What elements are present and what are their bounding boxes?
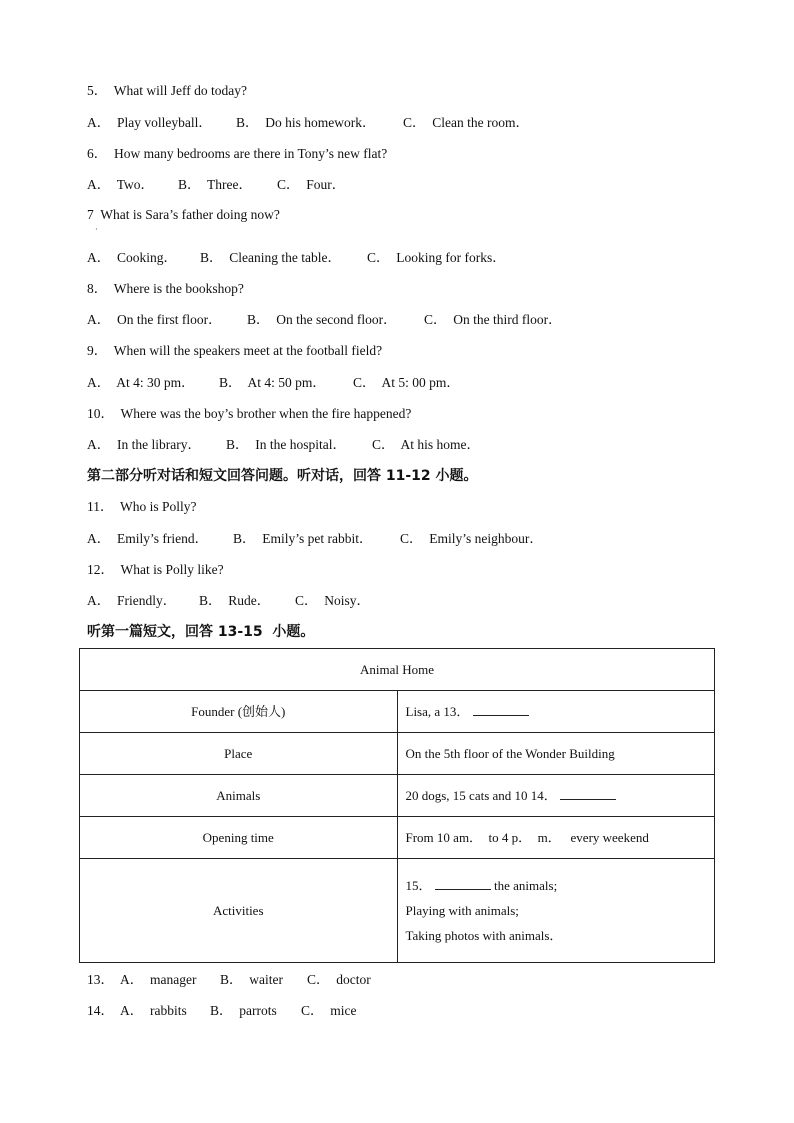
q13-option-a[interactable]: A． manager: [120, 972, 197, 987]
row-value-founder: [397, 691, 715, 733]
answer-blank-15[interactable]: [435, 876, 491, 890]
question-9-stem: 9． When will the speakers meet at the football field?: [87, 343, 383, 358]
activity-15-number: 15．: [405, 877, 432, 893]
q14-option-c[interactable]: C． mice: [301, 1003, 357, 1018]
row-value-place: On the 5th floor of the Wonder Building: [397, 733, 715, 775]
q14-option-b[interactable]: B． parrots: [210, 1003, 277, 1018]
q7-option-a[interactable]: A． Cooking．: [87, 250, 178, 265]
question-10-stem: 10． Where was the boy’s brother when the fire happened?: [87, 406, 412, 421]
row-label-animals: Animals: [80, 775, 398, 817]
q12-option-c[interactable]: C． Noisy．: [295, 593, 371, 608]
table-title: Animal Home: [80, 649, 715, 691]
row-label-activities: Activities: [80, 859, 398, 963]
q6-option-a[interactable]: A． Two．: [87, 177, 155, 192]
stray-dot: ·: [95, 225, 98, 234]
q5-option-a[interactable]: A． Play volleyball．: [87, 115, 212, 130]
table-row: [80, 691, 715, 733]
row-value-animals: [397, 775, 715, 817]
founder-text: Lisa, a 13．: [405, 704, 470, 719]
q6-option-c[interactable]: C． Four．: [277, 177, 346, 192]
animals-text: 20 dogs, 15 cats and 10 14．: [405, 788, 557, 803]
animal-home-table: [79, 648, 715, 963]
activity-15-text: the animals;: [490, 877, 558, 893]
activity-line-1: [406, 876, 707, 895]
q14-number: 14．: [87, 1003, 114, 1018]
q10-option-a[interactable]: A． In the library．: [87, 437, 201, 452]
q9-option-a[interactable]: A． At 4: 30 pm．: [87, 375, 195, 390]
question-12-stem: 12． What is Polly like?: [87, 562, 224, 577]
row-label-founder: Founder (创始人): [80, 691, 398, 733]
q13-option-c[interactable]: C． doctor: [307, 972, 371, 987]
row-label-place: Place: [80, 733, 398, 775]
question-5-stem: 5． What will Jeff do today?: [87, 83, 247, 98]
q5-option-c[interactable]: C． Clean the room．: [403, 115, 529, 130]
q9-option-b[interactable]: B． At 4: 50 pm．: [219, 375, 326, 390]
q11-option-a[interactable]: A． Emily’s friend．: [87, 531, 209, 546]
q11-option-c[interactable]: C． Emily’s neighbour．: [400, 531, 543, 546]
answer-blank-14[interactable]: [560, 786, 616, 800]
q12-option-b[interactable]: B． Rude．: [199, 593, 271, 608]
q12-option-a[interactable]: A． Friendly．: [87, 593, 177, 608]
q11-option-b[interactable]: B． Emily’s pet rabbit．: [233, 531, 373, 546]
q14-option-a[interactable]: A． rabbits: [120, 1003, 187, 1018]
q8-option-a[interactable]: A． On the first floor．: [87, 312, 222, 327]
q7-option-b[interactable]: B． Cleaning the table．: [200, 250, 341, 265]
activity-line-2: Playing with animals;: [405, 902, 519, 918]
q7-option-c[interactable]: C． Looking for forks．: [367, 250, 506, 265]
table-row: [80, 817, 715, 859]
q10-option-b[interactable]: B． In the hospital．: [226, 437, 346, 452]
passage-heading: 听第一篇短文，回答 13-15 小题。: [87, 624, 315, 640]
q10-option-c[interactable]: C． At his home．: [372, 437, 481, 452]
table-title-row: [80, 649, 715, 691]
answer-blank-13[interactable]: [473, 702, 529, 716]
q8-option-b[interactable]: B． On the second floor．: [247, 312, 397, 327]
q8-option-c[interactable]: C． On the third floor．: [424, 312, 562, 327]
question-7-stem: 7 What is Sara’s father doing now?: [87, 207, 280, 222]
question-6-stem: 6． How many bedrooms are there in Tony’s new flat?: [87, 146, 388, 161]
question-11-stem: 11． Who is Polly?: [87, 499, 197, 514]
row-value-activities: [397, 859, 715, 963]
row-label-opening-time: Opening time: [80, 817, 398, 859]
q13-number: 13．: [87, 972, 114, 987]
row-value-opening-time: From 10 am． to 4 p． m． every weekend: [397, 817, 715, 859]
q9-option-c[interactable]: C． At 5: 00 pm．: [353, 375, 460, 390]
q5-option-b[interactable]: B． Do his homework．: [236, 115, 376, 130]
table-row: [80, 733, 715, 775]
table-row: [80, 775, 715, 817]
q6-option-b[interactable]: B． Three．: [178, 177, 252, 192]
table-row: [80, 859, 715, 963]
section-2-heading: 第二部分听对话和短文回答问题。听对话，回答 11-12 小题。: [87, 468, 478, 484]
activity-line-3: Taking photos with animals．: [405, 927, 563, 943]
question-8-stem: 8． Where is the bookshop?: [87, 281, 244, 296]
q13-option-b[interactable]: B． waiter: [220, 972, 283, 987]
